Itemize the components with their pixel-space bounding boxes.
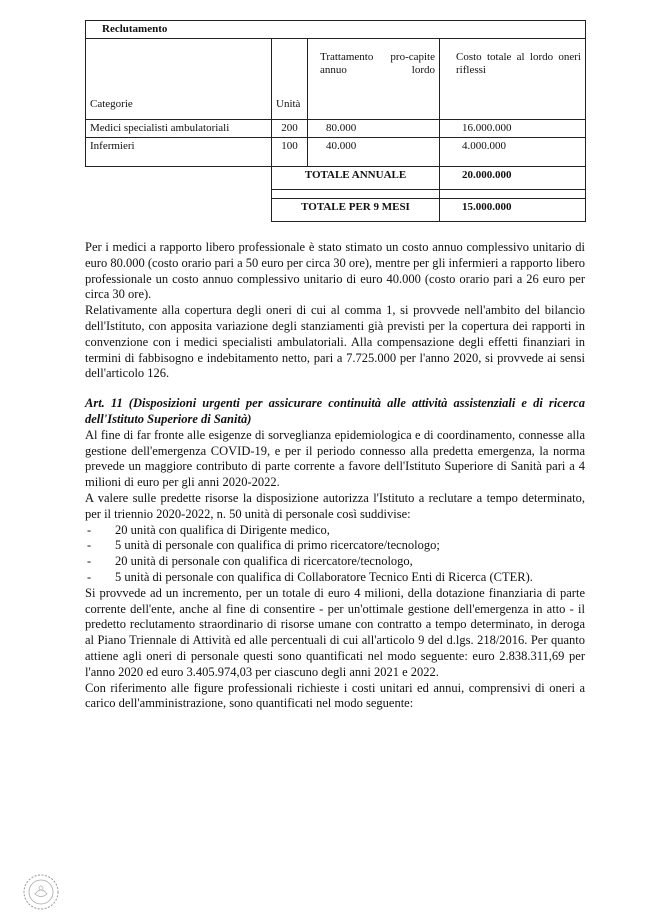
reclutamento-table (85, 20, 586, 222)
row-trattamento: 40.000 (308, 138, 440, 167)
total-row (86, 199, 586, 222)
list-item-text: 20 unità di personale con qualifica di ricercatore/tecnologo, (115, 554, 413, 569)
list-item (85, 538, 585, 554)
row-trattamento: 80.000 (308, 120, 440, 138)
list-dash: - (87, 538, 92, 553)
list-dash: - (87, 554, 92, 569)
header-costo-text: Costo totale al lordo oneri riflessi (456, 51, 581, 77)
header-unita: Unità (272, 39, 308, 120)
row-categoria: Medici specialisti ambulatoriali (86, 120, 272, 138)
paragraph: Per i medici a rapporto libero professionale è stato stimato un costo annuo complessivo unitario di euro 80.000 (costo orario pari a 50 euro per circa 30 ore), mentre per gli infermieri a rapporto libero professionale un costo annuo complessivo unitario di euro 40.000 (costo orario pari a 26 euro per circa 30 ore). (85, 240, 585, 302)
total-row (86, 167, 586, 190)
row-costo: 16.000.000 (440, 120, 586, 138)
total-label: TOTALE ANNUALE (272, 167, 440, 190)
total-value: 20.000.000 (440, 167, 586, 190)
row-costo: 4.000.000 (440, 138, 586, 167)
list-item (85, 523, 585, 539)
table-row (86, 120, 586, 138)
list-item-text: 20 unità con qualifica di Dirigente medico, (115, 522, 330, 537)
personnel-list (85, 523, 585, 586)
list-item (85, 570, 585, 586)
paragraph: Con riferimento alle figure professionali richieste i costi unitari ed annui, comprensivi di oneri a carico dell'amministrazione, sono quantificati nel modo seguente: (85, 680, 585, 711)
article-title: Art. 11 (Disposizioni urgenti per assicurare continuità alle attività assistenziali e di ricerca dell'Istituto Superiore di Sanità) (85, 396, 585, 426)
document-body (85, 240, 585, 712)
list-item (85, 554, 585, 570)
paragraph: A valere sulle predette risorse la disposizione autorizza l'Istituto a reclutare a tempo determinato, per il triennio 2020-2022, n. 50 unità di personale così suddivise: (85, 490, 585, 521)
header-costo (440, 39, 586, 120)
list-item-text: 5 unità di personale con qualifica di primo ricercatore/tecnologo; (115, 538, 440, 553)
paragraph: Relativamente alla copertura degli oneri di cui al comma 1, si provvede nell'ambito del bilancio dell'Istituto, con apposita variazione degli stanziamenti già previsti per la copertura dei rapporti in convenzione con i medici specialisti ambulatoriali. Alla compensazione degli effetti finanziari in termini di fabbisogno e indebitamento netto, pari a 7.725.000 per l'anno 2020, si provvede ai sensi dell'articolo 126. (85, 303, 585, 381)
list-dash: - (87, 569, 92, 584)
stamp-seal-icon (22, 873, 60, 911)
table-title: Reclutamento (86, 21, 586, 39)
total-value: 15.000.000 (440, 199, 586, 222)
header-trattamento (308, 39, 440, 120)
header-categorie: Categorie (86, 39, 272, 120)
row-categoria: Infermieri (86, 138, 272, 167)
header-trattamento-text: Trattamento pro-capite annuo lordo (320, 51, 435, 77)
paragraph: Si provvede ad un incremento, per un totale di euro 4 milioni, della dotazione finanziaria di parte corrente dell'ente, anche al fine di consentire - per un'ottimale gestione dell'emergenza in atto - il predetto reclutamento straordinario di risorse umane con contratto a tempo determinato, in deroga al Piano Triennale di Attività ed alle percentuali di cui all'articolo 9 del d.lgs. 218/2016. Per quanto attiene agli oneri di personale questi sono quantificati nel modo seguente: euro 2.838.311,69 per l'anno 2020 ed euro 3.405.974,03 per ciascuno degli anni 2021 e 2022. (85, 585, 585, 679)
list-dash: - (87, 522, 92, 537)
table-row (86, 138, 586, 167)
paragraph: Al fine di far fronte alle esigenze di sorveglianza epidemiologica e di coordinamento, connesse alla gestione dell'emergenza COVID-19, e per il periodo connesso alla predetta emergenza, la norma prevede un maggiore contributo di parte corrente a favore dell'Istituto Superiore di Sanità pari a 4 milioni di euro per gli anni 2020-2022. (85, 427, 585, 490)
list-item-text: 5 unità di personale con qualifica di Collaboratore Tecnico Enti di Ricerca (CTER). (115, 569, 533, 584)
row-unita: 200 (272, 120, 308, 138)
total-label: TOTALE PER 9 MESI (272, 199, 440, 222)
row-unita: 100 (272, 138, 308, 167)
